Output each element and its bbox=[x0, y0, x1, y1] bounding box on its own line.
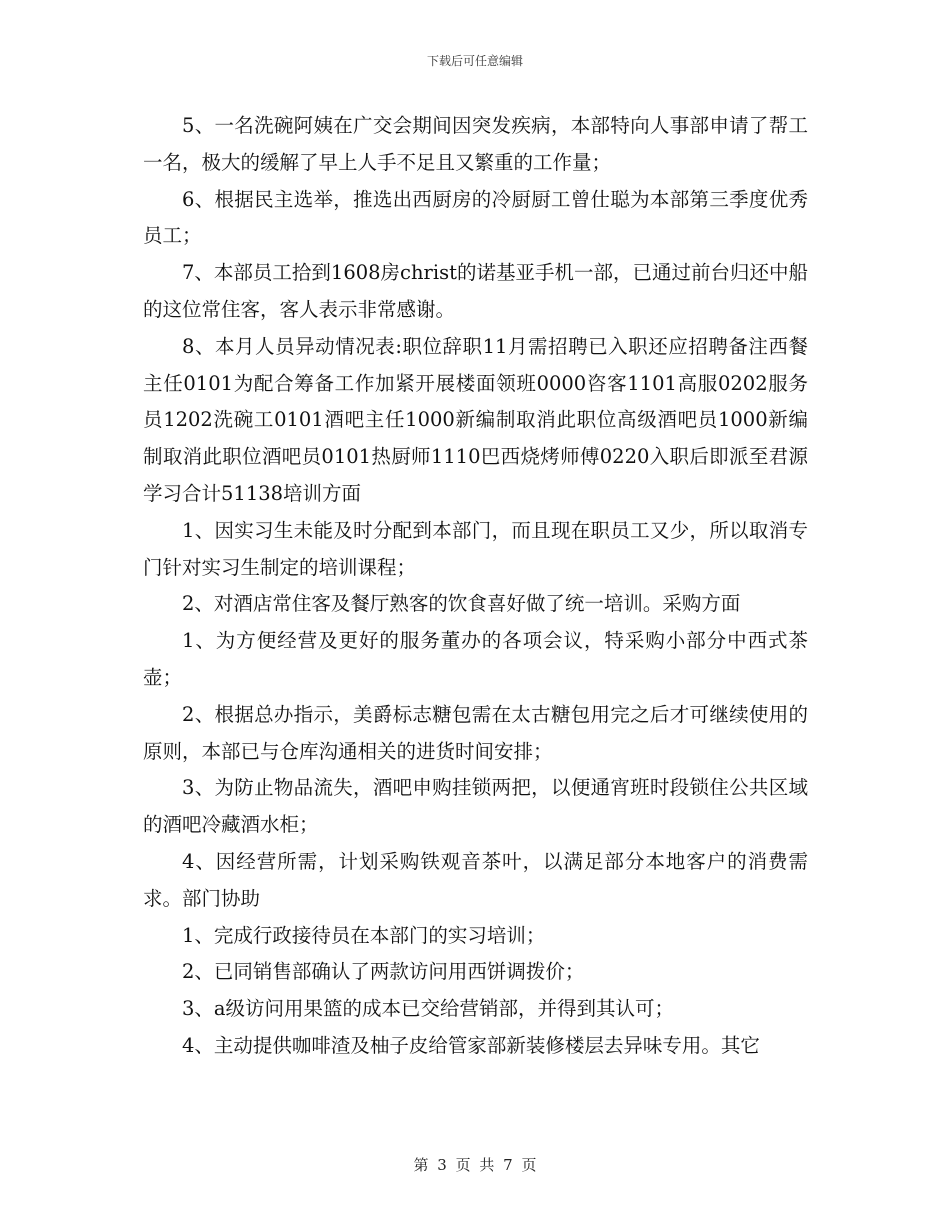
paragraph-training-2: 2、对酒店常住客及餐厅熟客的饮食喜好做了统一培训。采购方面 bbox=[182, 592, 741, 616]
paragraph-assist-1: 1、完成行政接待员在本部门的实习培训； bbox=[182, 923, 546, 947]
paragraph-item-6-best-employee: 6、根据民主选举，推选出西厨房的冷厨厨工曾仕聪为本部第三季度优秀员工； bbox=[143, 187, 808, 248]
paragraph-item-8-staffing-table: 8、本月人员异动情况表:职位辞职11月需招聘已入职还应招聘备注西餐主任0101为配合筹备工作加紧开展楼面领班0000咨客1101高服0202服务员1202洗碗工0101酒吧主任1000新编制取消此职位高级酒吧员1000新编制取消此职位酒吧员0101热厨师1110巴西烧烤师傅0220入职后即派至君源学习合计51138培训方面 bbox=[143, 334, 808, 505]
paragraph-training-1: 1、因实习生未能及时分配到本部门，而且现在职员工又少，所以取消专门针对实习生制定的培训课程； bbox=[143, 518, 808, 579]
paragraph-purchase-4: 4、因经营所需，计划采购铁观音茶叶，以满足部分本地客户的消费需求。部门协助 bbox=[143, 849, 808, 910]
paragraph-assist-3: 3、a级访问用果篮的成本已交给营销部，并得到其认可； bbox=[182, 997, 675, 1021]
paragraph-assist-2: 2、已同销售部确认了两款访问用西饼调拨价； bbox=[182, 960, 585, 984]
document-body bbox=[143, 108, 808, 1065]
page-header: 下载后可任意编辑 bbox=[426, 54, 523, 68]
page-number-footer: 第 3 页 共 7 页 bbox=[413, 1156, 537, 1174]
paragraph-purchase-1: 1、为方便经营及更好的服务董办的各项会议，特采购小部分中西式茶壶； bbox=[143, 629, 808, 689]
paragraph-assist-4: 4、主动提供咖啡渣及柚子皮给管家部新装修楼层去异味专用。其它 bbox=[182, 1033, 760, 1057]
paragraph-item-7-lost-phone: 7、本部员工拾到1608房christ的诺基亚手机一部，已通过前台归还中船的这位常住客，客人表示非常感谢。 bbox=[143, 261, 808, 321]
paragraph-purchase-3: 3、为防止物品流失，酒吧申购挂锁两把，以便通宵班时段锁住公共区域的酒吧冷藏酒水柜； bbox=[143, 776, 808, 837]
paragraph-purchase-2: 2、根据总办指示，美爵标志糖包需在太古糖包用完之后才可继续使用的原则，本部已与仓库沟通相关的进货时间安排； bbox=[143, 702, 808, 763]
paragraph-item-5-cleaner: 5、一名洗碗阿姨在广交会期间因突发疾病，本部特向人事部申请了帮工一名，极大的缓解了早上人手不足且又繁重的工作量； bbox=[143, 114, 808, 174]
